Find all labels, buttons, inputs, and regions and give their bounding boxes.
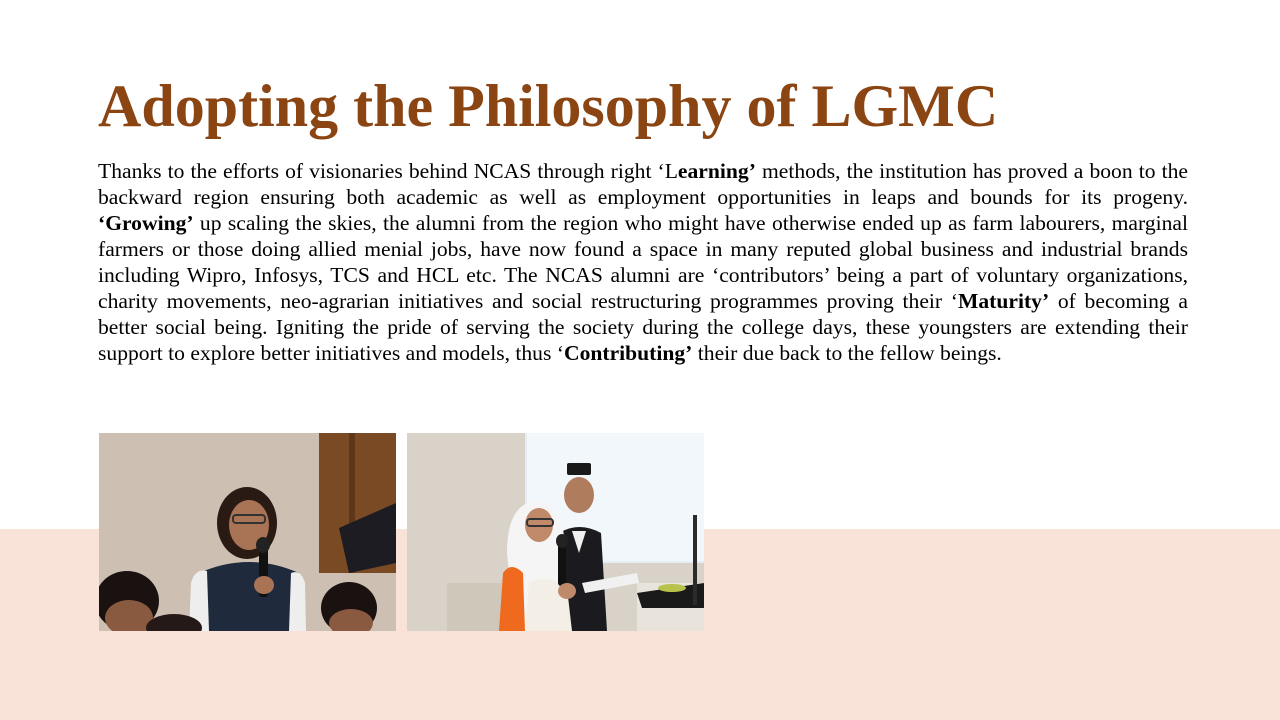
speakers-at-presentation-photo [407, 433, 704, 631]
bold-keyword-learning: earning’ [677, 159, 756, 183]
paragraph-run: methods, the institution has proved a boon to the backward region ensuring both academic as well as employment opportunities in leaps and bounds for its progeny. [98, 159, 1188, 209]
bold-keyword-maturity: Maturity’ [958, 289, 1050, 313]
paragraph-run: up scaling the skies, the alumni from the region who might have otherwise ended up as farm labourers, marginal farmers or those doing allied menial jobs, have now found a space in many reputed global business and industrial brands including Wipro, Infosys, TCS and HCL etc. The NCAS alumni are ‘contributors’ being a part of voluntary organizations, charity movements, neo-agrarian initiatives and social restructuring programmes proving their ‘ [98, 211, 1188, 313]
paragraph-run: Thanks to the efforts of visionaries behind NCAS through right ‘L [98, 159, 678, 183]
paragraph-run: of becoming a better social being. Igniting the pride of serving the society during the college days, these youngsters are extending their support to explore better initiatives and models, thus ‘ [98, 289, 1189, 365]
body-paragraph [98, 158, 1188, 366]
bold-keyword-contributing: Contributing’ [563, 341, 693, 365]
student-with-microphone-photo [99, 433, 396, 631]
paragraph-run: their due back to the fellow beings. [692, 341, 1002, 365]
slide-title: Adopting the Philosophy of LGMC [98, 73, 999, 139]
bold-keyword-growing: ‘Growing’ [98, 211, 194, 235]
